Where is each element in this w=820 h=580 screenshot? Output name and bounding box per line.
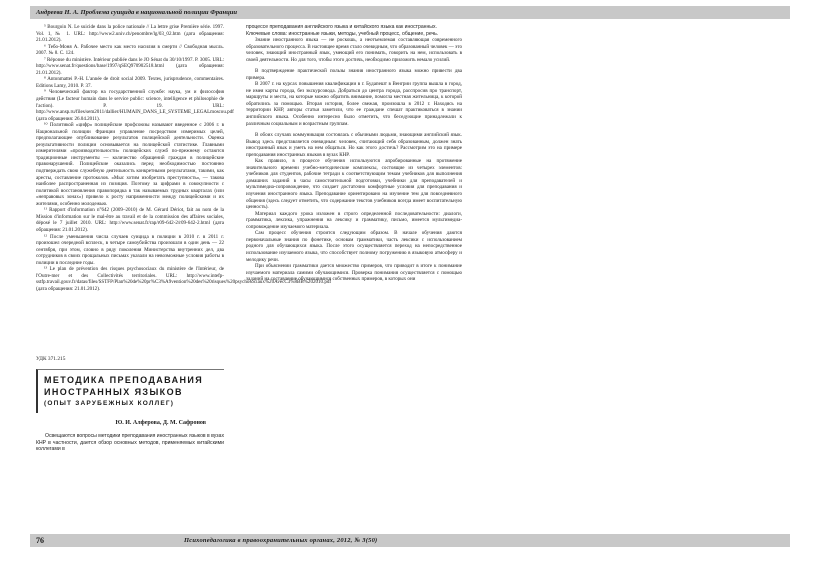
article-subtitle: (ОПЫТ ЗАРУБЕЖНЫХ КОЛЛЕГ) — [44, 400, 175, 407]
running-header — [30, 6, 790, 19]
article-title-line-1: МЕТОДИКА ПРЕПОДАВАНИЯ — [44, 375, 204, 385]
article-body-column — [246, 24, 462, 283]
body-paragraph: В 2007 г. на курсах повышения квалификации в г. Будапешт в Венгрии группа вышла в город, не имея карты города, без экскурсовода. Добраться до центра города, расспросив про транспорт, маршруты и места, на которые можно обратить внимание, помогла местная жительница, к которой обратились за помощью. Вторая история, более свежая, произошла в 2012 г. Находясь на территории КНР, авторы статьи заметили, что ее граждане спешат практиковаться в знании английского языка. Особенно интересно было отметить, что беседующие принадлежали к различным социальным и возрастным группам. — [246, 81, 462, 127]
article-title-line-2: ИНОСТРАННЫХ ЯЗЫКОВ — [44, 387, 183, 397]
abstract-continuation: процессе преподавания английского языка и китайского языка как иностранных. — [246, 24, 437, 30]
footnote: ⁶ Тебо-Моня А. Рабочее место как место насилия в смерти // Свободная мысль. 2007. № 8. С. 124. — [36, 43, 224, 57]
running-title: Андреева Н. А. Проблема суицида в национальной полиции Франции — [36, 9, 238, 16]
footnotes-column — [36, 24, 332, 292]
body-paragraph: Материал каждого урока изложен в строго определенной последовательности: диалоги, грамматика, лексика, упражнения на лексику и грамматику, письмо, имеется мультимедиа-сопровождение изучаемого материала. — [246, 210, 462, 230]
article-heading-block — [36, 356, 224, 453]
body-paragraph: В подтверждение практической пользы знания иностранного языка можно привести два примера. — [246, 68, 462, 81]
body-paragraph: Знание иностранного языка — не роскошь, а неотъемлемая составляющая современного образовательного процесса. В настоящее время стало очевидным, что образованный человек — это человек, знающий иностранный язык, умеющий его понимать, говорить на нем, использовать в своей деятельности. Но для того, чтобы этого достичь, необходимо приложить немало усилий. — [246, 37, 462, 63]
footnote: ⁷ Réponse du ministère. Intérieur publiée dans le JO Sénat du 30/10/1997. P. 3005. URL: http://www.senat.fr/questions/base/1997/qSEQ970902518.html (дата обращения: 21.01.2012). — [36, 56, 224, 76]
body-paragraph: В обоих случаях коммуникация состоялась с обычными людьми, знающими английский язык. Вывод здесь представляется очевидным: человек, считающий себя образованным, должен знать иностранный язык и уметь на нем общаться. Но как этого достичь? Рассмотрим это на примере преподавания иностранных языков в вузах КНР. — [246, 132, 462, 158]
journal-title: Психопедагогика в правоохранительных органах, 2012, № 3(50) — [184, 537, 378, 544]
udk-code: УДК 371.215 — [36, 356, 66, 362]
footnote: ¹³ Le plan de prévention des risques psychosociaux du ministère de l'Intérieur, de l'Outre-mer et des Collectivités territoriales. URL: http://www.intefp-sstfp.travail.gouv.fr/datas/files/SSTFP/Plan%20de%20pr%C3%A9vention%20des%20risques%20psychosociaux%20AvecC3%8BB%202010.pdf (дата обращения: 21.01.2012). — [36, 266, 332, 292]
body-paragraph: Сам процесс обучения строится следующим образом. В начале обучения даются первоначальные знания по фонетике, основам грамматики, часть лексики с использованием родного для обучающихся языка. После этого осуществляется переход на непосредственное использование изучаемого языка, что способствует полному погружению в языковую атмосферу и мелодику речи. — [246, 230, 462, 263]
article-abstract: Освещаются вопросы методики преподавания иностранных языков в вузах КНР в частности, дается обзор основных методов, применяемых китайскими коллегами в — [36, 433, 224, 452]
body-paragraph: Как правило, в процессе обучения используются апробированные на протяжение значительного времени учебно-методические комплексы, состоящие из четырех элементов: учебников для студентов, рабочие тетради к соответствующим темам учебников для выполнения домашних заданий в часы самостоятельной подготовки, учебники для преподавателей и мультимедиа-сопровождение, что создает достаточно комфортные условия для преподавания и изучения иностранного языка. Преподавание ориентировано на изучение тем для повседневного общения (здесь следует отметить, что содержание текстов учебников всегда имеет воспитательную ценность). — [246, 158, 462, 211]
body-paragraph: При объяснении грамматики дается множество примеров, что приводит в итоге к понимание изучаемого материала самими обучающимися. Проверка понимания осуществляется с помощью заданий на составление обучающимися собственных примеров, в которых они — [246, 263, 462, 283]
article-title-box — [36, 369, 224, 413]
page-footer — [30, 534, 790, 547]
keywords: Ключевые слова: иностранные языки, методы, учебный процесс, общение, речь. — [246, 30, 439, 37]
article-authors: Ю. И. Алферова, Д. М. Сафронов — [115, 420, 206, 426]
footnote: ⁹ Человеческий фактор на государственной службе: наука, ум и философия действия (Le facteur humain dans le service public: science, intelligence et philosophie de l'action). P. 19. URL: http://www.ansp.ru/files/sem2011/dallier/HUMAIN_DANS_LE_SYSTEME_LEGALmoscou.pdf (дата обращения: 26.04.2011). — [36, 89, 234, 122]
footnote: ⁸ Antonmattei P.-H. L'année de droit social 2009. Textes, jurisprudence, commentaires. Editions Lamy, 2010. P. 37. — [36, 76, 224, 89]
page-number: 76 — [36, 536, 44, 545]
footnote: ¹² После уменьшения числа случаев суицида в полиции в 2010 г. в 2011 г. произошел очередной всплеск, в четыре самоубийства произошли в один день — 22 сентября, при этом, словно в ряду поколения Министерства внутренних дел, два сотрудников в своих прощальных письмах указали на невозможные условия работы в полиции в последние годы. — [36, 233, 224, 266]
footnote: ⁵ Bourgoin N. Le suicide dans la police nationale // La lettre grise Première série. 1997. Vol. 1, № 1. URL: http://www2.univ.ch/penombre/lg/03_02.htm (дата обращения: 21.01.2012). — [36, 24, 224, 44]
footnote: ¹¹ Rapport d'information n°642 (2009–2010) de M. Gérard Dériot, fait au nom de la Mission d'information sur le mal-être au travail et de la commission des affaires sociales, déposé le 7 juillet 2010. URL: http://www.senat.fr/rap/r09-642-2/r09-642-2.html (дата обращения: 21.01.2012). — [36, 207, 224, 233]
footnote: ¹⁰ Политикой «цифр» полицейские профсоюзы называют введенное с 2006 г. в Национальной полиции Франции управление посредством измеримых целей, предполагающее опубликование результатов полицейской деятельности. Оценка результативности полиции основывается на полицейской статистике. Главными измерителями «производительности» полицейских служб по-прежнему остаются традиционные инструменты — количество обращений граждан в полицейские правонарушений. Полицейские оказались перед необходимостью постоянно подтверждать свою служебную деятельность конкретными результатами, такими, как аресты, составление протоколов. «Мыс хотим изобретать преступность», — такова наиболее распространенная из позиция. Поэтому за цифрами в совокупности с политикой восстановления правопорядка в так называемых трудных кварталах (или «неправовых зонах») привело к росту напряженности между полицейскими и их жителями, особенно молодежью. — [36, 122, 224, 207]
